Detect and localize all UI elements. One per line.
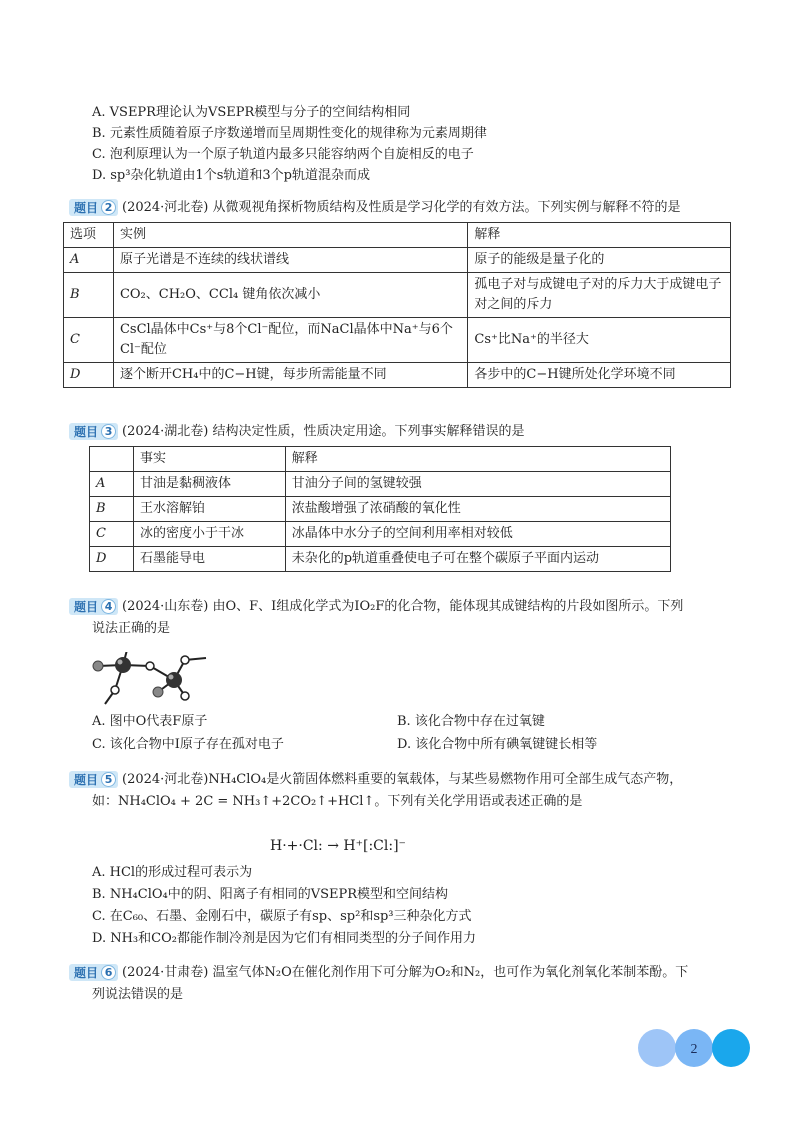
table-cell: A xyxy=(64,248,114,273)
table-cell: Cs⁺比Na⁺的半径大 xyxy=(468,318,731,363)
table-row xyxy=(90,497,671,522)
q3-heading xyxy=(69,423,525,441)
page-number: 2 xyxy=(690,1042,698,1057)
q6-text: (2024·甘肃卷) 温室气体N₂O在催化剂作用下可分解为O₂和N₂，也可作为氧化剂氧化苯制苯酚。下 xyxy=(122,965,689,980)
table-cell: 各步中的C−H键所处化学环境不同 xyxy=(468,363,731,388)
q4-option-b: B. 该化合物中存在过氧键 xyxy=(397,714,545,729)
q4-option-c: C. 该化合物中I原子存在孤对电子 xyxy=(92,737,284,752)
table-cell: 原子的能级是量子化的 xyxy=(468,248,731,273)
q5-option-d: D. NH₃和CO₂都能作制冷剂是因为它们有相同类型的分子间作用力 xyxy=(92,931,476,946)
table-cell: 冰晶体中水分子的空间利用率相对较低 xyxy=(285,522,670,547)
q6-text-line2: 列说法错误的是 xyxy=(92,987,184,1002)
table-cell: 石墨能导电 xyxy=(133,547,285,572)
table-cell: A xyxy=(90,472,134,497)
q4-text-line2: 说法正确的是 xyxy=(92,621,171,636)
q1-option-c: C. 泡利原理认为一个原子轨道内最多只能容纳两个自旋相反的电子 xyxy=(92,147,474,162)
table-cell: 逐个断开CH₄中的C−H键，每步所需能量不同 xyxy=(113,363,467,388)
table-cell: D xyxy=(64,363,114,388)
table-row xyxy=(64,273,731,318)
table-header-cell: 选项 xyxy=(64,223,114,248)
table-cell: 甘油是黏稠液体 xyxy=(133,472,285,497)
question-badge: 题目 3 xyxy=(69,423,118,440)
table-cell: 冰的密度小于干冰 xyxy=(133,522,285,547)
table-cell: 孤电子对与成键电子对的斥力大于成键电子对之间的斥力 xyxy=(468,273,731,318)
table-header-row xyxy=(64,223,731,248)
table-cell: 浓盐酸增强了浓硝酸的氧化性 xyxy=(285,497,670,522)
table-header-cell: 解释 xyxy=(468,223,731,248)
table-row xyxy=(64,363,731,388)
q4-option-a: A. 图中O代表F原子 xyxy=(92,714,208,729)
question-badge: 题目 5 xyxy=(69,771,118,788)
q6-heading xyxy=(69,964,688,982)
q1-option-a: A. VSEPR理论认为VSEPR模型与分子的空间结构相同 xyxy=(92,105,411,120)
table-cell: B xyxy=(64,273,114,318)
q4-heading xyxy=(69,598,683,616)
formula-right: H⁺[:Cl:]⁻ xyxy=(343,838,406,854)
q4-option-d: D. 该化合物中所有碘氧键键长相等 xyxy=(397,737,598,752)
table-cell: CO₂、CH₂O、CCl₄ 键角依次减小 xyxy=(113,273,467,318)
table-cell: C xyxy=(90,522,134,547)
table-row xyxy=(64,248,731,273)
q4-text: (2024·山东卷) 由O、F、I组成化学式为IO₂F的化合物，能体现其成键结构的片段如图所示。下列 xyxy=(122,599,684,614)
q3-table xyxy=(89,446,671,572)
table-cell: 未杂化的p轨道重叠使电子可在整个碳原子平面内运动 xyxy=(285,547,670,572)
table-header-row xyxy=(90,447,671,472)
q2-table xyxy=(63,222,731,388)
table-cell: 王水溶解铂 xyxy=(133,497,285,522)
formula-arrow: → xyxy=(327,838,339,854)
q2-text: (2024·河北卷) 从微观视角探析物质结构及性质是学习化学的有效方法。下列实例与解释不符的是 xyxy=(122,200,681,215)
question-badge: 题目 6 xyxy=(69,964,118,981)
table-cell: 原子光谱是不连续的线状谱线 xyxy=(113,248,467,273)
q5-option-c: C. 在C₆₀、石墨、金刚石中，碳原子有sp、sp²和sp³三种杂化方式 xyxy=(92,909,472,924)
q5-option-b: B. NH₄ClO₄中的阴、阳离子有相同的VSEPR模型和空间结构 xyxy=(92,887,449,902)
q1-option-b: B. 元素性质随着原子序数递增而呈周期性变化的规律称为元素周期律 xyxy=(92,126,487,141)
q5-text-line2: 如：NH₄ClO₄ + 2C = NH₃↑+2CO₂↑+HCl↑。下列有关化学用语或表述正确的是 xyxy=(92,794,583,809)
question-badge: 题目 4 xyxy=(69,598,118,615)
table-row xyxy=(90,547,671,572)
formula-left: H·+·Cl: xyxy=(270,838,323,854)
table-header-cell: 解释 xyxy=(285,447,670,472)
table-cell: 甘油分子间的氢键较强 xyxy=(285,472,670,497)
q5-heading xyxy=(69,771,682,789)
table-cell: CsCl晶体中Cs⁺与8个Cl⁻配位，而NaCl晶体中Na⁺与6个Cl⁻配位 xyxy=(113,318,467,363)
table-header-cell xyxy=(90,447,134,472)
q5-option-a: A. HCl的形成过程可表示为 xyxy=(92,865,253,880)
table-row xyxy=(90,522,671,547)
q2-heading xyxy=(69,199,681,217)
hcl-formation-formula xyxy=(270,838,406,854)
table-row xyxy=(64,318,731,363)
question-badge: 题目 2 xyxy=(69,199,118,216)
page-number-badge xyxy=(638,1029,754,1069)
table-cell: C xyxy=(64,318,114,363)
q1-option-d: D. sp³杂化轨道由1个s轨道和3个p轨道混杂而成 xyxy=(92,168,370,183)
table-header-cell: 事实 xyxy=(133,447,285,472)
table-row xyxy=(90,472,671,497)
molecule-figure xyxy=(90,652,220,708)
q5-text: (2024·河北卷)NH₄ClO₄是火箭固体燃料重要的氧载体，与某些易燃物作用可全部生成气态产物， xyxy=(122,772,683,787)
q3-text: (2024·湖北卷) 结构决定性质，性质决定用途。下列事实解释错误的是 xyxy=(122,424,525,439)
table-header-cell: 实例 xyxy=(113,223,467,248)
table-cell: D xyxy=(90,547,134,572)
table-cell: B xyxy=(90,497,134,522)
